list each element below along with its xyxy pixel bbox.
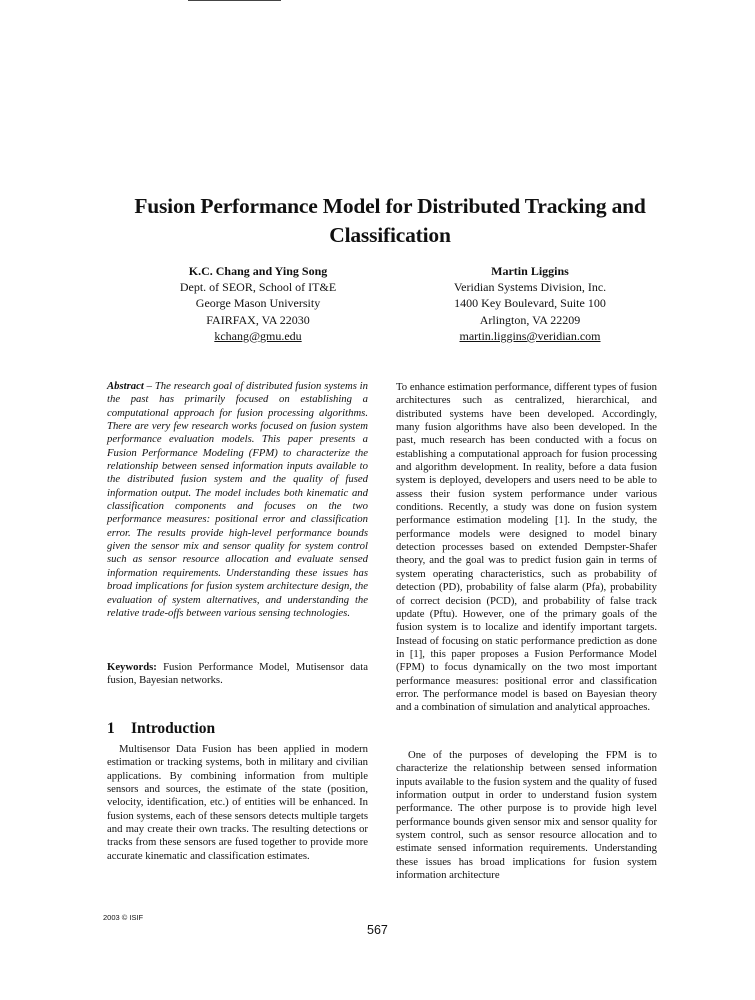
affiliation-line: 1400 Key Boulevard, Suite 100 <box>454 296 606 311</box>
author-email[interactable]: kchang@gmu.edu <box>214 328 302 343</box>
keywords-text: Fusion Performance Model, Mutisensor data fusion, Bayesian networks. <box>107 661 368 687</box>
paragraph-text: To enhance estimation performance, different types of fusion architectures such as centralized, hierarchical, and distributed systems have been developed. Accordingly, many fusion algorithms have also been developed. In the past, much research has been conducted with a focus on establishing a computational approach for fusion processing and algorithm development. In reality, before a data fusion system is deployed, developers and users need to be able to assess their fusion system performance under various conditions. Recently, a study was done on fusion system performance estimation modeling [1]. In the study, the performance models were designed to model binary detection processes based on extended Dempster-Shafer theory, and the goal was to predict fusion gain in terms of system operating characteristics, such as probability of detection (PD), probability of false alarm (Pfa), probability of correct decision (PCD), and probability of false track update (Pftu). However, one of the primary goals of the fusion system is to localize and identify important targets. Instead of focusing on static performance prediction as done in [1], this paper proposes a Fusion Performance Model (FPM) to focus dynamically on the two most important performance measures: positional error and classification error. The performance model is based on Bayesian theory and a combination of simulation and analytical approaches. <box>396 381 657 714</box>
section-heading <box>107 720 215 738</box>
paragraph-text: One of the purposes of developing the FPM is to characterize the relationship between sensed information inputs available to the fusion system and the quality of fused information output in order to understand fusion system performance. The other purpose is to provide high level performance bounds given sensor mix and sensor quality for system control, such as sensor resource allocation and to estimate sensed information requirements. Understanding these issues has broad implications for fusion system information architecture <box>396 749 657 882</box>
author-block-2 <box>430 263 630 344</box>
affiliation-line: George Mason University <box>195 296 321 311</box>
affiliation-line: Dept. of SEOR, School of IT&E <box>179 280 337 295</box>
top-rule <box>188 0 281 1</box>
abstract-text: – The research goal of distributed fusion systems in the past has primarily focused on establishing a computational approach for fusion processing algorithms. There are very few research works focused on fusion system performance evaluation models. This paper presents a Fusion Performance Modeling (FPM) to characterize the relationship between sensed information inputs available to the distributed fusion system and the quality of fused information output. The model includes both kinematic and classification components and focuses on the two performance measures: positional error and classification error. The results provide high-level performance bounds given the sensor mix and sensor quality for system control such as sensor resource allocation and evaluate sensed information requirements. Understanding these issues has broad implications for fusion system architecture design, the evaluation of system alternatives, and understanding the relative trade-offs between various sensing technologies. <box>107 380 368 619</box>
copyright-notice: 2003 © ISIF <box>103 913 144 922</box>
paragraph-text: Multisensor Data Fusion has been applied in modern estimation or tracking systems, both in military and civilian applications. By combining information from multiple sensors and sources, the estimate of the state (position, velocity, identification, etc.) of entities will be enhanced. In fusion systems, each of these sensors detects multiple targets and may create their own tracks. The resulting detections or tracks from these sensors are fused together to provide more accurate kinematic and classification estimates. <box>107 743 368 862</box>
keywords-label: Keywords: <box>107 661 157 673</box>
author-name: Martin Liggins <box>491 264 569 278</box>
affiliation-line: Veridian Systems Division, Inc. <box>453 280 607 295</box>
section-number: 1 <box>107 720 115 737</box>
author-email[interactable]: martin.liggins@veridian.com <box>459 328 601 343</box>
page-number: 567 <box>367 923 388 937</box>
affiliation-line: FAIRFAX, VA 22030 <box>206 312 310 327</box>
intro-paragraph-1 <box>107 743 368 863</box>
author-block-1 <box>168 263 348 344</box>
abstract-label: Abstract <box>107 380 144 392</box>
keywords <box>107 661 368 688</box>
affiliation-line: Arlington, VA 22209 <box>479 312 581 327</box>
section-title: Introduction <box>131 720 216 737</box>
abstract <box>107 380 368 620</box>
paper-title: Fusion Performance Model for Distributed Tracking and Classification <box>134 194 646 247</box>
intro-paragraph-3 <box>396 749 657 882</box>
author-name: K.C. Chang and Ying Song <box>188 264 328 278</box>
intro-paragraph-2 <box>396 381 657 715</box>
